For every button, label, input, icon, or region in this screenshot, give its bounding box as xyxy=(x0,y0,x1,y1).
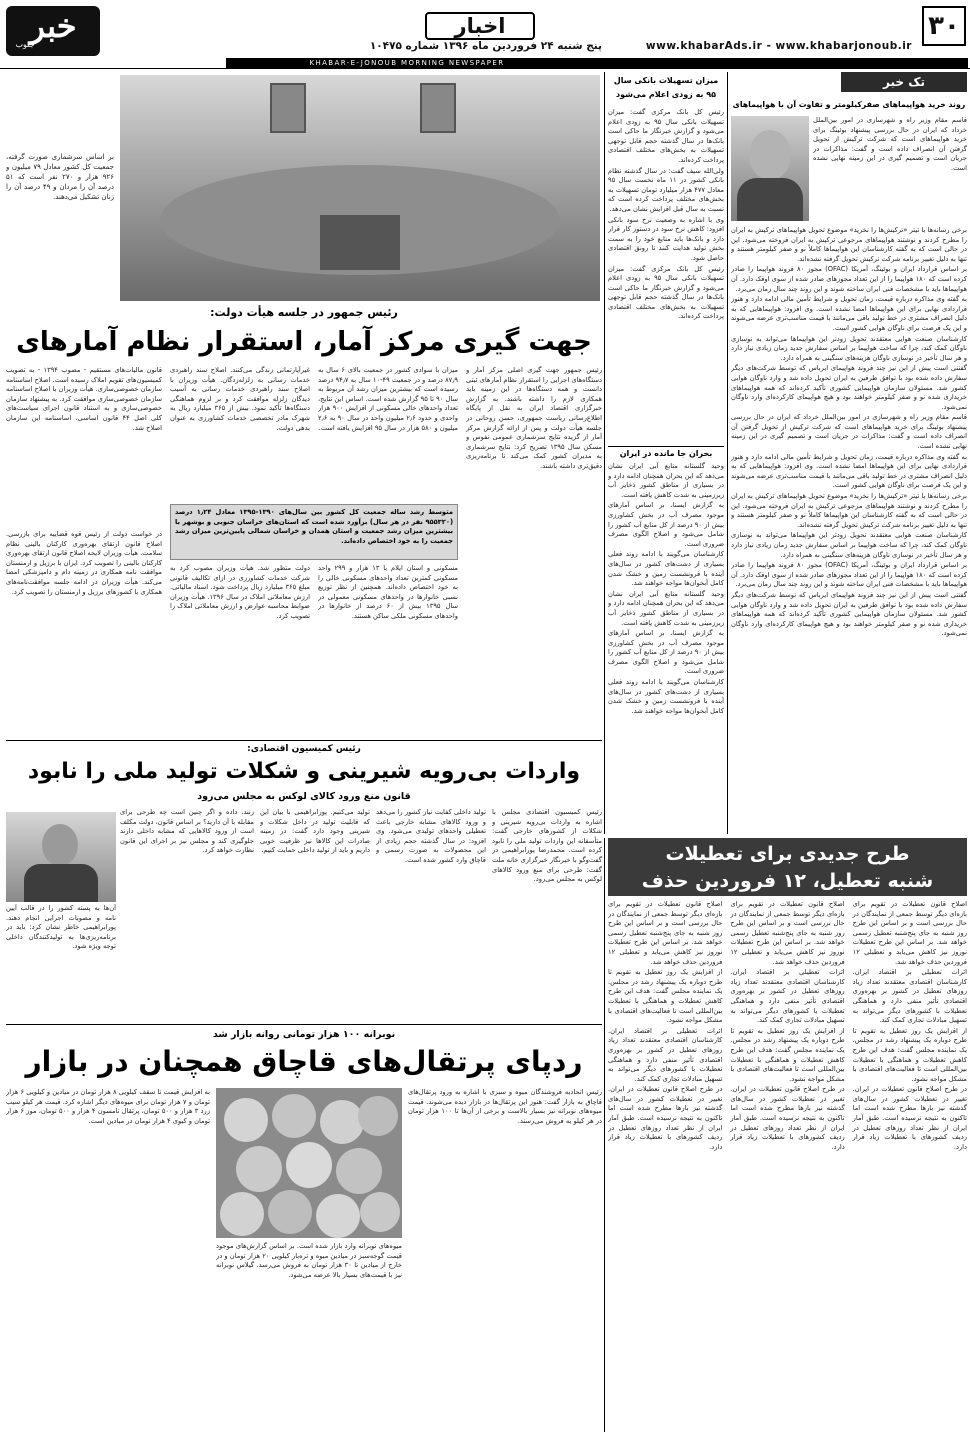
holidays-body xyxy=(608,900,967,1432)
holiday-p4: در طرح اصلاح قانون تعطیلات در ایران. تغییر در تعطیلات کشور در سال‌های گذشته نیز بارها مطرح شده است اما تاکنون به نتیجه نرسیده است. طبق آمار ایران از نظر تعداد روزهای تعطیل در ردیف کشورهای با تعطیلات زیاد قرار دارد. xyxy=(852,1085,967,1151)
tak-p1: قاسم مقام وزیر راه و شهرسازی در امور بین‌الملل خرداد که ایران در حال بررسی پیشنهاد بوئینگ برای خرید هواپیماهای است که شرکت ترکیش از تحویل گرفتن آن انصراف داده است و گفت: مذاکرات در جریان است و تصمیم گیری در این زمینه نهایی نشده است. xyxy=(813,116,967,172)
site-url[interactable]: www.khabarAds.ir - www.khabarjonoub.ir xyxy=(645,40,912,52)
water-p3: کارشناسان می‌گویند با ادامه روند فعلی بسیاری از دشت‌های کشور در سال‌های آینده با فرونشست زمین و خشک شدن کامل آبخوان‌ها مواجه خواهند شد. xyxy=(608,550,724,588)
holiday-p11: اثرات تعطیلی بر اقتصاد ایران. کارشناسان اقتصادی معتقدند تعداد زیاد روزهای تعطیل در کشور بر بهره‌وری اقتصادی تأثیر منفی دارد و هماهنگی تعطیلات با کشورهای دیگر می‌تواند به تسهیل مبادلات تجاری کمک کند. xyxy=(608,1026,723,1083)
imports-headline: واردات بی‌رویه شیرینی و شکلات تولید ملی را نابود xyxy=(27,759,581,784)
cabinet-col-4: قانون مالیات‌های مستقیم - مصوب ۱۳۹۴ - به تصویب کمیسیون‌های تقویم املاک رسیده است. اصلاح اساسنامه سازمان خصوصی‌سازی. هیأت وزیران با اصلاح اساسنامه سازمان خصوصی‌سازی موافقت کرد. به پیشنهاد سازمان خصوصی‌سازی و به استناد قانون اجرای سیاست‌های کلی اصل ۴۴ قانون اساسی، اساسنامه این سازمان اصلاح شد. xyxy=(6,366,162,432)
bank-p4: رئیس کل بانک مرکزی گفت: میزان تسهیلات بانکی سال ۹۵ به زودی اعلام می‌شود و گزارش خبرنگار ما حاکی است بانک‌ها در سال گذشته حجم قابل توجهی تسهیلات به بخش‌های مختلف اقتصادی پرداخت کرده‌اند. xyxy=(608,264,724,321)
cabinet-col-3: غیرآپارتمانی زندگی می‌کنند. اصلاح سند راهبردی خدمات رسانی به زلزله‌زدگان. هیأت وزیران با اصلاح سند راهبردی خدمات رسانی به آسیب دیدگان زلزله موافقت کرد و بر لزوم هماهنگی دستگاه‌ها تأکید نمود. بیش از ۳۶۵ میلیارد ریال به شهرک مادر تخصصی خدمات کشاورزی به عنوان بدهی دولت. xyxy=(170,366,310,432)
oranges-col-3: به افزایش قیمت تا سقف کیلویی ۸ هزار تومان در میادین و کیلویی ۶ هزار تومان و ۷ هزار تومان برای میوه‌های دیگر اشاره کرد. قیمت هر کیلو سیب زرد ۳ هزار و ۵۰۰ تومان، پرتقال تامسون ۴ هزار و ۵۰۰ تومان، موز ۶ هزار تومان و کیوی ۴ هزار تومان در میادین است. xyxy=(6,1088,210,1125)
official-photo xyxy=(731,116,809,221)
english-bar xyxy=(226,58,968,68)
logo-text: خبر xyxy=(29,7,77,45)
bank-loans-headline xyxy=(608,74,724,104)
cabinet-col-1: رئیس جمهور جهت گیری اصلی مرکز آمار و دستگاه‌های اجرایی را استقرار نظام آمارهای ثبتی دانست و همه دستگاه‌ها در این زمینه باید همکاری لازم را داشته باشند. به گزارش خبرگزاری اقتصاد ایران به نقل از پایگاه اطلاع‌رسانی ریاست جمهوری، حسن روحانی در جلسه هیأت دولت و پس از ارائه گزارش مرکز آمار از گزیده نتایج سرشماری عمومی نفوس و مسکن سال ۱۳۹۵ تصریح کرد: نتایج سرشماری به مدیران کشور کمک می‌کند تا برنامه‌ریزی دقیق‌تری داشته باشند. xyxy=(466,366,602,470)
tak-p9: برخی رسانه‌ها با تیتر «ترکیش‌ها را نخرید» موضوع تحویل هواپیماهای ترکیش به ایران را مطرح کردند و نوشتند هواپیماهای مرجوعی ترکیش به ایران فروخته می‌شود. این در حالی است که به گفته کارشناسان این هواپیماها کاملاً نو و صفر کیلومتر هستند و تنها به دلیل تغییر برنامه شرکت ترکیش تحویل گرفته نشده‌اند. xyxy=(731,492,967,529)
bank-p2: ولی‌الله سیف گفت: در سال گذشته نظام بانکی کشور در ۱۱ ماه نخست سال ۹۵ معادل ۴۷۷ هزار میلیارد تومان تسهیلات به بخش‌های مختلف پرداخت کرده است که نسبت به سال قبل افزایش نشان می‌دهد. xyxy=(608,166,724,213)
water-p4: وحید گلستانه منابع آبی ایران نشان می‌دهد که این بحران همچنان ادامه دارد و در بسیاری از مناطق کشور ذخایر آب زیرزمینی به شدت کاهش یافته است. xyxy=(608,589,724,627)
issue-date: پنج شنبه ۲۴ فروردین ماه ۱۳۹۶ شماره ۱۰۴۷۵ xyxy=(369,40,602,52)
oranges-col-1: رئیس اتحادیه فروشندگان میوه و سبزی با اشاره به ورود پرتقال‌های قاچاق به بازار گفت: هنوز این پرتقال‌ها در بازار دیده می‌شوند. قیمت میوه‌های نوبرانه نیز بسیار بالاست و برخی از آن‌ها تا ۱۰۰ هزار تومان در هر کیلو به فروش می‌رسند. xyxy=(408,1088,602,1125)
imports-col-1: رئیس کمیسیون اقتصادی مجلس با اشاره به واردات بی‌رویه شیرینی و شکلات از کشورهای خارجی گفت: متأسفانه این واردات تولید ملی را نابود کرده است. محمدرضا پورابراهیمی در گفت‌وگو با خبرنگار خبرگزاری خانه ملت گفت: طرحی برای منع ورود کالاهای لوکس به مجلس می‌رود. xyxy=(492,808,602,884)
bank-h2: ۹۵ به زودی اعلام می‌شود xyxy=(616,90,716,99)
cabinet-meeting-photo xyxy=(120,75,600,301)
holiday-p12: در طرح اصلاح قانون تعطیلات در ایران. تغییر در تعطیلات کشور در سال‌های گذشته نیز بارها مطرح شده است اما تاکنون به نتیجه نرسیده است. طبق آمار ایران از نظر تعداد روزهای تعطیل در ردیف کشورهای با تعطیلات زیاد قرار دارد. xyxy=(608,1085,723,1151)
tak-p12: گفتنی است پیش از این نیز چند فروند هواپیمای ایرباس که توسط شرکت‌های دیگر سفارش داده شده بود با توافق طرفین به ایران تحویل داده شد و وارد ناوگان هوایی کشور شد. مسئولان سازمان هواپیمایی کشوری تأکید کرده‌اند که همه هواپیماهای خریداری شده نو و صفر کیلومتر خواهند بود و هیچ هواپیمای کارکرده‌ای وارد ناوگان نمی‌شود. xyxy=(731,590,967,638)
divider-h2 xyxy=(6,1024,602,1025)
oranges-photo xyxy=(216,1088,402,1238)
holiday-p3: از افزایش یک روز تعطیل به تقویم تا طرح دوباره یک پیشنهاد رشد در مجلس. یک نماینده مجلس گفت: هدف این طرح کاهش تعطیلات و هماهنگی با تعطیلات بین‌المللی است تا فعالیت‌های اقتصادی با مشکل مواجه نشود. xyxy=(852,1026,967,1083)
tak-p6: گفتنی است پیش از این نیز چند فروند هواپیمای ایرباس که توسط شرکت‌های دیگر سفارش داده شده بود با توافق طرفین به ایران تحویل داده شد و وارد ناوگان هوایی کشور شد. مسئولان سازمان هواپیمایی کشوری تأکید کرده‌اند که همه هواپیماهای خریداری شده نو و صفر کیلومتر خواهند بود و هیچ هواپیمای کارکرده‌ای وارد ناوگان نمی‌شود. xyxy=(731,364,967,411)
imports-col-4: زنند. داده و اگر چنین است چه طرحی برای مقابله با آن دارید؟ بر اساس قانون، دولت مکلف است از ورود کالاهایی که مشابه داخلی دارند جلوگیری کند و مجلس نیز بر اجرای این قانون نظارت خواهد کرد. xyxy=(120,808,254,855)
holiday-p5: اصلاح قانون تعطیلات در تقویم برای بازه‌ای دیگر توسط جمعی از نمایندگان در حال بررسی است و بر اساس این طرح روز شنبه به جای پنج‌شنبه تعطیل رسمی خواهد شد. بر اساس این طرح تعطیلات نوروز نیز کاهش می‌یابد و تعطیلی ۱۲ فروردین حذف خواهد شد. xyxy=(730,900,845,966)
cabinet-col-2: میزان با سوادی کشور در جمعیت بالای ۶ سال به ۸۷٫۹ درصد و در جمعیت ۴۹-۱۰ سال به ۹۴٫۷ درصد رسیده است که بیشترین میزان رشد آن مربوط به سال ۹۰ تا ۹۵ گزارش شده است. اساس این نتایج، تعداد واحدهای خالی مسکونی از افزایش ۹۰۰ هزار واحدی و حدود ۲٫۶ میلیون واحد در سال ۹۰ به ۲٫۶ میلیون و ۵۸۰ هزار در سال ۹۵ افزایش یافته است. xyxy=(318,366,458,432)
water-body xyxy=(608,462,724,832)
bank-loans-block xyxy=(608,72,724,834)
holiday-p10: از افزایش یک روز تعطیل به تقویم تا طرح دوباره یک پیشنهاد رشد در مجلس. یک نماینده مجلس گفت: هدف این طرح کاهش تعطیلات و هماهنگی با تعطیلات بین‌المللی است تا فعالیت‌های اقتصادی با مشکل مواجه نشود. xyxy=(608,968,723,1025)
bank-p1: رئیس کل بانک مرکزی گفت: میزان تسهیلات بانکی سال ۹۵ به زودی اعلام می‌شود و گزارش خبرنگار ما حاکی است بانک‌ها در سال گذشته حجم قابل توجهی تسهیلات به بخش‌های مختلف اقتصادی پرداخت کرده‌اند. xyxy=(608,108,724,164)
logo xyxy=(6,6,100,56)
cabinet-kicker: رئیس جمهور در جلسه هیأت دولت: xyxy=(210,306,398,319)
divider-h1 xyxy=(6,740,602,741)
tak-p8: به گفته وی مذاکره درباره قیمت، زمان تحویل و شرایط تأمین مالی ادامه دارد و هنوز قراردادی نهایی برای این هواپیماها امضا نشده است. وی افزود: هواپیماهایی که به دلیل انصراف مشتری در خط تولید باقی می‌مانند با قیمت مناسب‌تری عرضه می‌شوند و این یک فرصت برای ناوگان هوایی کشور است. xyxy=(731,452,967,490)
cabinet-headline: جهت گیری مرکز آمار، استقرار نظام آمارهای xyxy=(16,327,592,357)
section-title: اخبار xyxy=(425,12,535,40)
imports-subhead: قانون منع ورود کالای لوکس به مجلس می‌رود xyxy=(197,791,411,802)
tak-p11: بر اساس قرارداد ایران و بوئینگ، آمریکا (OFAC) مجوز ۸۰ فروند هواپیما را صادر کرده است که ۱۸۰ هواپیما را از این تعداد مجوزهای صادر شده از سوی اوفک دارد. آن هواپیماها باید با مشخصات فنی ایران ساخته شوند و این روند چند سال زمان می‌برد. xyxy=(731,561,967,589)
tak-khabar-intro xyxy=(813,116,967,224)
tak-khabar-body xyxy=(731,226,967,834)
imports-col-2: تولید داخلی کفایت نیاز کشور را می‌دهد و ورود کالاهای مشابه خارجی باعث تعطیلی واحدهای تولیدی می‌شود. وی افزود: در سال گذشته حجم زیادی از این محصولات به صورت رسمی و قاچاق وارد کشور شده است. xyxy=(376,808,486,864)
tak-p10: کارشناسان صنعت هوایی معتقدند تحویل زودتر این هواپیماها می‌تواند به نوسازی ناوگان کمک کند، چرا که ساخت هواپیما بر اساس سفارش جدید زمان زیادی نیاز دارد و هر سال تأخیر در نوسازی ناوگان هزینه‌های سنگینی به همراه دارد. xyxy=(731,531,967,559)
holiday-p2: اثرات تعطیلی بر اقتصاد ایران. کارشناسان اقتصادی معتقدند تعداد زیاد روزهای تعطیل در کشور بر بهره‌وری اقتصادی تأثیر منفی دارد و هماهنگی تعطیلات با کشورهای دیگر می‌تواند به تسهیل مبادلات تجاری کمک کند. xyxy=(852,968,967,1025)
water-p6: کارشناسان می‌گویند با ادامه روند فعلی بسیاری از دشت‌های کشور در سال‌های آینده با فرونشست زمین و خشک شدن کامل آبخوان‌ها مواجه خواهند شد. xyxy=(608,678,724,715)
divider-v1 xyxy=(727,72,728,834)
tak-p4: به گفته وی مذاکره درباره قیمت، زمان تحویل و شرایط تأمین مالی ادامه دارد و هنوز قراردادی نهایی برای این هواپیماها امضا نشده است. وی افزود: هواپیماهایی که به دلیل انصراف مشتری در خط تولید باقی می‌مانند با قیمت مناسب‌تری عرضه می‌شوند و این یک فرصت برای ناوگان هوایی کشور است. xyxy=(731,295,967,332)
divider-v3 xyxy=(604,838,605,1432)
page-number: ۳۰ xyxy=(922,6,966,46)
imports-col-5: آن‌ها به پسته کشور را در قالب آیین نامه و مصوبات اجرایی انجام دهند. پورابراهیمی خاطر نشان کرد: باید در برنامه‌ریزی‌ها به تولیدکنندگان داخلی توجه ویژه شود. xyxy=(6,904,116,951)
bank-p3: وی با اشاره به وضعیت نرخ سود بانکی افزود: کاهش نرخ سود در دستور کار قرار دارد و بانک‌ها باید منابع خود را به سمت بخش تولید هدایت کنند تا رونق اقتصادی حاصل شود. xyxy=(608,215,724,262)
tak-p7: قاسم مقام وزیر راه و شهرسازی در امور بین‌الملل خرداد که ایران در حال بررسی پیشنهاد بوئینگ برای خرید هواپیماهای است که شرکت ترکیش از تحویل گرفتن آن انصراف داده است و گفت: مذاکرات در جریان است و تصمیم گیری در این زمینه نهایی نشده است. xyxy=(731,413,967,451)
logo-sub: جنوب xyxy=(15,40,35,49)
water-subhead: بحران جا مانده در ایران xyxy=(608,446,724,460)
photo-caption: بر اساس سرشماری صورت گرفته، جمعیت کل کشور معادل ۷۹ میلیون و ۹۲۶ هزار و ۲۷۰ نفر است که ۵۱ درصد آن را مردان و ۴۹ درصد آن را زنان تشکیل می‌دهند. xyxy=(6,153,114,201)
mp-photo xyxy=(6,812,116,902)
tak-p5: کارشناسان صنعت هوایی معتقدند تحویل زودتر این هواپیماها می‌تواند به نوسازی ناوگان کمک کند، چرا که ساخت هواپیما بر اساس سفارش جدید زمان زیادی نیاز دارد و هر سال تأخیر در نوسازی ناوگان هزینه‌های سنگینی به همراه دارد. xyxy=(731,334,967,362)
holiday-p1: اصلاح قانون تعطیلات در تقویم برای بازه‌ای دیگر توسط جمعی از نمایندگان در حال بررسی است و بر اساس این طرح روز شنبه به جای پنج‌شنبه تعطیل رسمی خواهد شد. بر اساس این طرح تعطیلات نوروز نیز کاهش می‌یابد و تعطیلی ۱۲ فروردین حذف خواهد شد. xyxy=(852,900,967,966)
cabinet-col-5: مسکونی و استان ایلام با ۱۳ هزار و ۲۹۹ واحد مسکونی کمترین تعداد واحدهای مسکونی خالی را به خود اختصاص داده‌اند. همچنین از نظر توزیع نسبی خانوارها در واحدهای مسکونی معمولی در سال ۱۳۹۵ بیش از ۶۰ درصد از خانوارها در واحدهای مسکونی ملکی ساکن هستند. xyxy=(318,564,458,620)
english-name: KHABAR-E-JONOUB MORNING NEWSPAPER xyxy=(309,59,505,67)
oranges-kicker: نوبرانه ۱۰۰ هزار تومانی روانه بازار شد xyxy=(212,1029,396,1040)
imports-col-3: تولید می‌کنیم. پورابراهیمی با بیان این که قابلیت تولید در داخل شکلات و شیرینی وجود دارد گفت: در زمینه صادرات این کالاها نیز ظرفیت خوبی داریم و باید از تولید داخلی حمایت کنیم. xyxy=(260,808,370,855)
tak-p3: بر اساس قرارداد ایران و بوئینگ، آمریکا (OFAC) مجوز ۸۰ فروند هواپیما را صادر کرده است که ۱۸۰ هواپیما را از این تعداد مجوزهای صادر شده از سوی اوفک دارد. آن هواپیماها باید با مشخصات فنی ایران ساخته شوند و این روند چند سال زمان می‌برد. xyxy=(731,265,967,293)
tak-khabar-block xyxy=(731,72,967,834)
holidays-headline-2: شنبه تعطیل، ۱۲ فروردین حذف xyxy=(641,870,934,892)
holiday-p6: اثرات تعطیلی بر اقتصاد ایران. کارشناسان اقتصادی معتقدند تعداد زیاد روزهای تعطیل در کشور بر بهره‌وری اقتصادی تأثیر منفی دارد و هماهنگی تعطیلات با کشورهای دیگر می‌تواند به تسهیل مبادلات تجاری کمک کند. xyxy=(730,968,845,1025)
masthead-rule xyxy=(0,68,970,69)
holiday-p8: در طرح اصلاح قانون تعطیلات در ایران. تغییر در تعطیلات کشور در سال‌های گذشته نیز بارها مطرح شده است اما تاکنون به نتیجه نرسیده است. طبق آمار ایران از نظر تعداد روزهای تعطیل در ردیف کشورهای با تعطیلات زیاد قرار دارد. xyxy=(730,1085,845,1151)
water-p2: به گزارش ایسنا، بر اساس آمارهای موجود مصرف آب در بخش کشاورزی بیش از ۹۰ درصد از کل منابع آب کشور را شامل می‌شود و اصلاح الگوی مصرف ضروری است. xyxy=(608,501,724,548)
imports-kicker: رئیس کمیسیون اقتصادی: xyxy=(247,744,361,754)
bank-h1: میزان تسهیلات بانکی سال xyxy=(613,76,719,85)
holiday-p7: از افزایش یک روز تعطیل به تقویم تا طرح دوباره یک پیشنهاد رشد در مجلس. یک نماینده مجلس گفت: هدف این طرح کاهش تعطیلات و هماهنگی با تعطیلات بین‌المللی است تا فعالیت‌های اقتصادی با مشکل مواجه نشود. xyxy=(730,1026,845,1083)
tak-p2: برخی رسانه‌ها با تیتر «ترکیش‌ها را نخرید» موضوع تحویل هواپیماهای ترکیش به ایران را مطرح کردند و نوشتند هواپیماهای مرجوعی ترکیش به ایران فروخته می‌شود. این در حالی است که به گفته کارشناسان این هواپیماها کاملاً نو و صفر کیلومتر هستند و تنها به دلیل تغییر برنامه شرکت ترکیش تحویل گرفته نشده‌اند. xyxy=(731,226,967,263)
holidays-headline-1: طرح جدیدی برای تعطیلات xyxy=(665,843,910,865)
bank-loans-body xyxy=(608,108,724,444)
holidays-banner xyxy=(608,838,967,896)
tak-khabar-label-text: تک خبر xyxy=(883,75,925,89)
oranges-col-2: میوه‌های نوبرانه وارد بازار شده است. بر اساس گزارش‌های موجود قیمت گوجه‌سبز در میادین میوه و تره‌بار کیلویی ۲۰ هزار تومان و در خارج از میادین تا ۳۰ هزار تومان به فروش می‌رسد. گیلاس نوبرانه نیز با قیمت‌های بسیار بالا عرضه می‌شود. xyxy=(216,1242,402,1279)
holiday-p9: اصلاح قانون تعطیلات در تقویم برای بازه‌ای دیگر توسط جمعی از نمایندگان در حال بررسی است و بر اساس این طرح روز شنبه به جای پنج‌شنبه تعطیل رسمی خواهد شد. بر اساس این طرح تعطیلات نوروز نیز کاهش می‌یابد و تعطیلی ۱۲ فروردین حذف خواهد شد. xyxy=(608,900,723,966)
tak-khabar-label xyxy=(841,72,967,92)
water-p1: وحید گلستانه منابع آبی ایران نشان می‌دهد که این بحران همچنان ادامه دارد و در بسیاری از مناطق کشور ذخایر آب زیرزمینی به شدت کاهش یافته است. xyxy=(608,462,724,499)
divider-v2 xyxy=(604,72,605,834)
cabinet-col-6: دولت متظور شد. هیأت وزیران مصوب کرد به شرکت خدمات کشاورزی در ازای تکالیف قانونی مبلغ ۳۶۵ میلیارد ریال پرداخت شود. اسناد مالیاتی. ارزش معاملاتی املاک در سال ۱۳۹۶. هیأت وزیران ضوابط محاسبه عوارض و ارزش معاملاتی املاک را تصویب کرد. xyxy=(170,564,310,620)
cabinet-col-7: در خواست دولت از رئیس قوه قضاییه برای بازرسی. اصلاح قانون ارتقای بهره‌وری کارکنان بالینی نظام سلامت. هیأت وزیران لایحه اصلاح قانون ارتقای بهره‌وری کارکنان بالینی را تصویب کرد. ایران با برزیل و ارمنستان موافقت نامه همکاری در زمینه دام و دامپزشکی امضا می‌کند. هیأت وزیران در ادامه جلسه موافقت‌نامه‌های همکاری با کشورهای برزیل و ارمنستان را تصویب کرد. xyxy=(6,530,162,596)
tak-khabar-headline: روند خرید هواپیماهای صفرکیلومتر و تفاوت آن با هواپیماهای xyxy=(732,100,966,109)
oranges-headline: ردپای پرتقال‌های قاچاق همچنان در بازار xyxy=(25,1045,583,1078)
masthead xyxy=(0,0,970,60)
water-p5: به گزارش ایسنا، بر اساس آمارهای موجود مصرف آب در بخش کشاورزی بیش از ۹۰ درصد از کل منابع آب کشور را شامل می‌شود و اصلاح الگوی مصرف ضروری است. xyxy=(608,629,724,676)
stat-box: متوسط رشد ساله جمعیت کل کشور بین سال‌های ۱۳۹۰-۱۳۹۵ معادل ۱٫۲۴ درصد (۹۵۵۳۲۰ نفر در هر سال) برآورد شده است که استان‌های خراسان جنوبی و بوشهر با بیشترین میزان رشد جمعیت و استان همدان و خراسان شمالی پایین‌ترین میزان رشد جمعیت را به خود اختصاص داده‌اند. xyxy=(170,504,458,560)
